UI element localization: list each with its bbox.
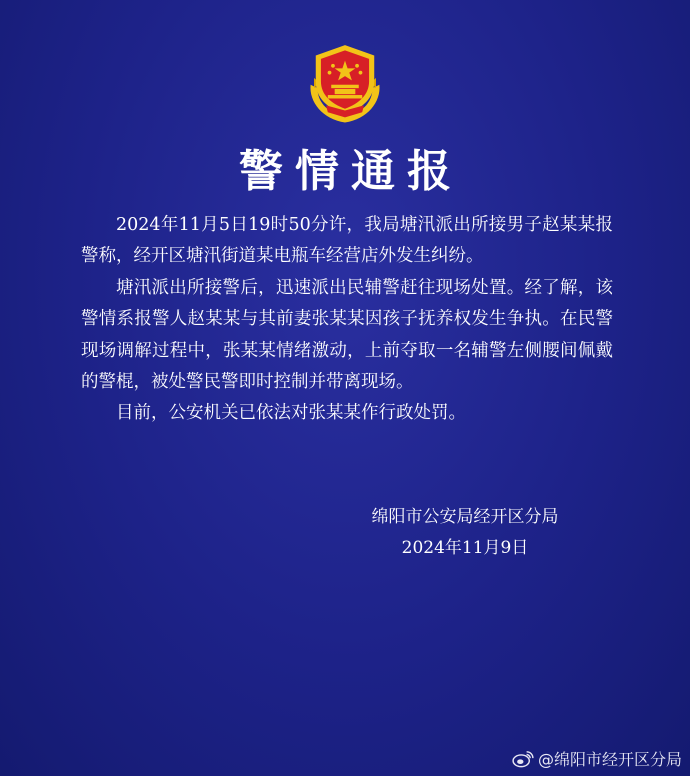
signature-block bbox=[360, 502, 570, 564]
police-emblem-icon bbox=[302, 40, 388, 126]
issuer-name: 绵阳市公安局经开区分局 bbox=[371, 507, 559, 527]
notice-body bbox=[81, 210, 613, 430]
watermark-text: @绵阳市经开区分局 bbox=[537, 750, 682, 769]
weibo-watermark bbox=[512, 747, 682, 770]
notice-title: 警情通报 bbox=[239, 146, 463, 197]
weibo-icon bbox=[512, 750, 534, 768]
notice-paragraph: 2024年11月5日19时50分许，我局塘汛派出所接男子赵某某报警称，经开区塘汛街道某电瓶车经营店外发生纠纷。 bbox=[81, 215, 613, 267]
notice-paragraph: 塘汛派出所接警后，迅速派出民辅警赶往现场处置。经了解，该警情系报警人赵某某与其前妻张某某因孩子抚养权发生争执。在民警现场调解过程中，张某某情绪激动，上前夺取一名辅警左侧腰间佩戴的警棍，被处警民警即时控制并带离现场。 bbox=[81, 277, 613, 393]
issue-date: 2024年11月9日 bbox=[401, 538, 529, 558]
notice-paragraph: 目前，公安机关已依法对张某某作行政处罚。 bbox=[116, 403, 466, 424]
